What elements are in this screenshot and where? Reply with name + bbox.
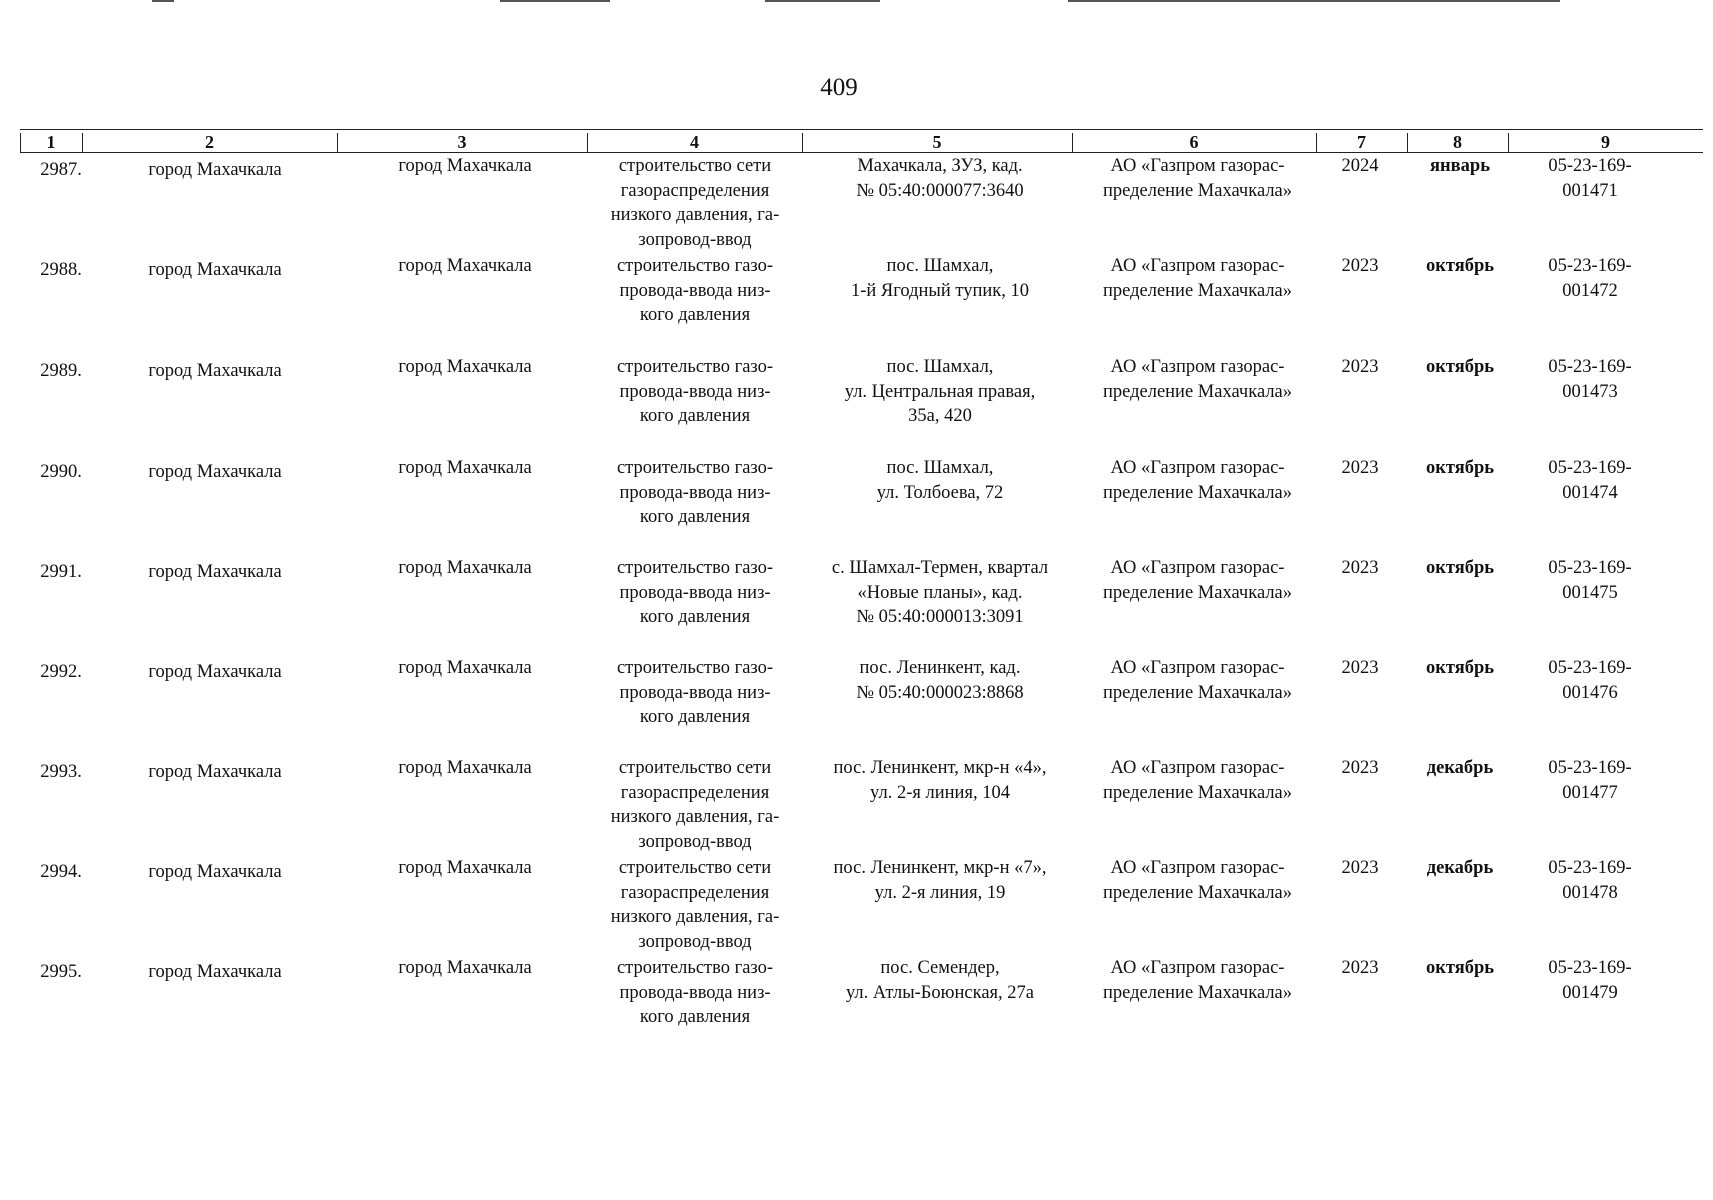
column-header-3: 3: [457, 132, 467, 152]
settlement-cell: город Махачкала: [398, 256, 532, 276]
table-row: [0, 154, 1713, 254]
municipality-cell: город Махачкала: [148, 862, 282, 882]
address-cell: пос. Шамхал, ул. Центральная правая, 35а, 420: [844, 357, 1036, 426]
row-number: 2990.: [40, 462, 82, 482]
month-cell: октябрь: [1425, 458, 1495, 478]
code-cell: 05-23-169- 001472: [1548, 256, 1632, 301]
row-number: 2991.: [40, 562, 82, 582]
code-cell: 05-23-169- 001473: [1548, 357, 1632, 402]
row-number: 2994.: [40, 862, 82, 882]
table-row: [0, 756, 1713, 856]
organization-cell: АО «Газпром газорас- пределение Махачкала»: [1102, 357, 1293, 402]
organization-cell: АО «Газпром газорас- пределение Махачкала»: [1102, 658, 1293, 703]
scan-edge-mark: [152, 0, 174, 2]
column-header-4: 4: [690, 132, 699, 152]
municipality-cell: город Махачкала: [148, 361, 282, 381]
work-description-cell: строительство газо- провода-ввода низ- кого давления: [616, 458, 774, 527]
table-top-rule: [20, 129, 1703, 130]
settlement-cell: город Махачкала: [398, 958, 532, 978]
month-cell: декабрь: [1426, 858, 1494, 878]
row-number: 2993.: [40, 762, 82, 782]
organization-cell: АО «Газпром газорас- пределение Махачкала»: [1102, 256, 1293, 301]
table-row: [0, 656, 1713, 756]
address-cell: пос. Ленинкент, мкр-н «7», ул. 2-я линия, 19: [833, 858, 1047, 903]
settlement-cell: город Махачкала: [398, 758, 532, 778]
month-cell: октябрь: [1425, 256, 1495, 276]
work-description-cell: строительство газо- провода-ввода низ- кого давления: [616, 658, 774, 727]
year-cell: 2023: [1341, 256, 1379, 276]
code-cell: 05-23-169- 001477: [1548, 758, 1632, 803]
table-header-rule: [20, 152, 1703, 153]
year-cell: 2023: [1341, 758, 1379, 778]
municipality-cell: город Махачкала: [148, 462, 282, 482]
code-cell: 05-23-169- 001475: [1548, 558, 1632, 603]
municipality-cell: город Махачкала: [148, 762, 282, 782]
work-description-cell: строительство газо- провода-ввода низ- кого давления: [616, 357, 774, 426]
municipality-cell: город Махачкала: [148, 160, 282, 180]
address-cell: пос. Шамхал, ул. Толбоева, 72: [876, 458, 1004, 503]
year-cell: 2024: [1341, 156, 1379, 176]
organization-cell: АО «Газпром газорас- пределение Махачкала»: [1102, 758, 1293, 803]
column-header-2: 2: [205, 132, 214, 152]
settlement-cell: город Махачкала: [398, 858, 532, 878]
year-cell: 2023: [1341, 858, 1379, 878]
settlement-cell: город Махачкала: [398, 558, 532, 578]
municipality-cell: город Махачкала: [148, 260, 282, 280]
column-header-5: 5: [932, 132, 942, 152]
scan-edge-mark: [765, 0, 880, 2]
settlement-cell: город Махачкала: [398, 658, 532, 678]
address-cell: пос. Семендер, ул. Атлы-Боюнская, 27а: [846, 958, 1034, 1003]
code-cell: 05-23-169- 001478: [1548, 858, 1632, 903]
address-cell: пос. Ленинкент, мкр-н «4», ул. 2-я линия, 104: [833, 758, 1047, 803]
month-cell: октябрь: [1425, 658, 1495, 678]
column-header-8: 8: [1453, 132, 1462, 152]
organization-cell: АО «Газпром газорас- пределение Махачкала»: [1102, 458, 1293, 503]
column-header-9: 9: [1601, 132, 1610, 152]
year-cell: 2023: [1341, 958, 1379, 978]
year-cell: 2023: [1341, 658, 1379, 678]
work-description-cell: строительство сети газораспределения низкого давления, га- зопровод-ввод: [610, 156, 780, 250]
year-cell: 2023: [1341, 558, 1379, 578]
scan-edge-mark: [1068, 0, 1560, 2]
column-header-1: 1: [46, 132, 56, 152]
year-cell: 2023: [1341, 357, 1379, 377]
address-cell: Махачкала, ЗУЗ, кад. № 05:40:000077:3640: [856, 156, 1024, 201]
municipality-cell: город Махачкала: [148, 962, 282, 982]
row-number: 2992.: [40, 662, 82, 682]
month-cell: декабрь: [1426, 758, 1494, 778]
code-cell: 05-23-169- 001474: [1548, 458, 1632, 503]
address-cell: с. Шамхал-Термен, квартал «Новые планы», кад. № 05:40:000013:3091: [831, 558, 1049, 627]
month-cell: октябрь: [1425, 958, 1495, 978]
organization-cell: АО «Газпром газорас- пределение Махачкала»: [1102, 958, 1293, 1003]
organization-cell: АО «Газпром газорас- пределение Махачкала»: [1102, 156, 1293, 201]
row-number: 2995.: [40, 962, 82, 982]
work-description-cell: строительство сети газораспределения низкого давления, га- зопровод-ввод: [610, 858, 780, 952]
column-header-6: 6: [1189, 132, 1199, 152]
table-row: [0, 556, 1713, 656]
address-cell: пос. Ленинкент, кад. № 05:40:000023:8868: [856, 658, 1024, 703]
table-row: [0, 254, 1713, 354]
row-number: 2989.: [40, 361, 82, 381]
column-header-7: 7: [1357, 132, 1366, 152]
page-number: 409: [820, 74, 858, 101]
month-cell: октябрь: [1425, 357, 1495, 377]
year-cell: 2023: [1341, 458, 1379, 478]
table-row: [0, 355, 1713, 455]
work-description-cell: строительство газо- провода-ввода низ- кого давления: [616, 558, 774, 627]
table-header-row: [20, 133, 1703, 152]
work-description-cell: строительство сети газораспределения низкого давления, га- зопровод-ввод: [610, 758, 780, 852]
settlement-cell: город Махачкала: [398, 458, 532, 478]
row-number: 2988.: [40, 260, 82, 280]
organization-cell: АО «Газпром газорас- пределение Махачкала»: [1102, 558, 1293, 603]
municipality-cell: город Махачкала: [148, 562, 282, 582]
table-row: [0, 956, 1713, 1056]
settlement-cell: город Махачкала: [398, 357, 532, 377]
work-description-cell: строительство газо- провода-ввода низ- кого давления: [616, 256, 774, 325]
row-number: 2987.: [40, 160, 82, 180]
table-row: [0, 456, 1713, 556]
address-cell: пос. Шамхал, 1-й Ягодный тупик, 10: [850, 256, 1030, 301]
code-cell: 05-23-169- 001476: [1548, 658, 1632, 703]
month-cell: октябрь: [1425, 558, 1495, 578]
code-cell: 05-23-169- 001479: [1548, 958, 1632, 1003]
work-description-cell: строительство газо- провода-ввода низ- кого давления: [616, 958, 774, 1027]
settlement-cell: город Махачкала: [398, 156, 532, 176]
code-cell: 05-23-169- 001471: [1548, 156, 1632, 201]
municipality-cell: город Махачкала: [148, 662, 282, 682]
month-cell: январь: [1430, 156, 1490, 176]
organization-cell: АО «Газпром газорас- пределение Махачкала»: [1102, 858, 1293, 903]
table-row: [0, 856, 1713, 956]
scan-edge-mark: [500, 0, 610, 2]
